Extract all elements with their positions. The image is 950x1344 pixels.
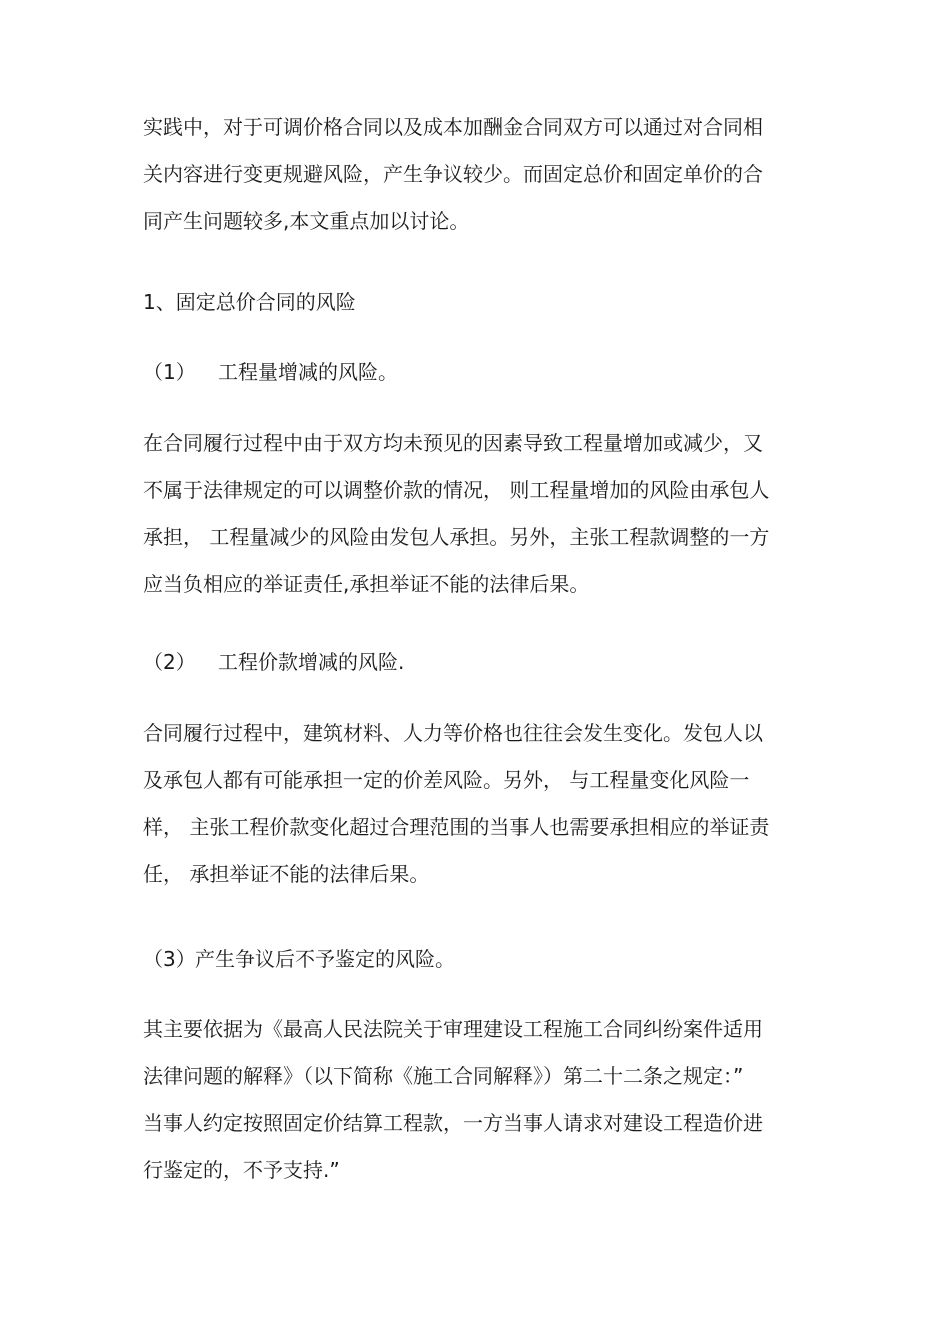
- text-line: 应当负相应的举证责任,承担举证不能的法律后果。: [143, 572, 590, 596]
- text-line: 法律问题的解释》（以下简称《施工合同解释》）第二十二条之规定：”: [143, 1064, 744, 1088]
- text-line: 样， 主张工程价款变化超过合理范围的当事人也需要承担相应的举证责: [143, 815, 770, 839]
- subheading-text: 工程量增减的风险。: [218, 360, 398, 384]
- text-line: 其主要依据为《最高人民法院关于审理建设工程施工合同纠纷案件适用: [143, 1017, 763, 1041]
- text-line: 不属于法律规定的可以调整价款的情况， 则工程量增加的风险由承包人: [143, 478, 770, 502]
- text-line: 任， 承担举证不能的法律后果。: [143, 862, 430, 886]
- subheading-number: （3）: [143, 947, 196, 971]
- text-line: 在合同履行过程中由于双方均未预见的因素导致工程量增加或减少，又: [143, 431, 763, 455]
- paragraph-appraisal-risk: [143, 1006, 823, 1194]
- paragraph-price-risk: [143, 710, 823, 898]
- text-line: 同产生问题较多,本文重点加以讨论。: [143, 209, 470, 233]
- subheading-3: [143, 936, 823, 983]
- text-line: 及承包人都有可能承担一定的价差风险。另外， 与工程量变化风险一: [143, 768, 750, 792]
- subheading-1: [143, 349, 823, 396]
- paragraph-quantity-risk: [143, 420, 823, 608]
- subheading-number: （1）: [143, 360, 196, 384]
- text-line: 合同履行过程中，建筑材料、人力等价格也往往会发生变化。发包人以: [143, 721, 763, 745]
- subheading-number: （2）: [143, 650, 196, 674]
- subheading-2: [143, 639, 823, 686]
- section-heading: [143, 279, 823, 326]
- text-line: 实践中，对于可调价格合同以及成本加酬金合同双方可以通过对合同相: [143, 115, 763, 139]
- text-line: 行鉴定的，不予支持.”: [143, 1158, 340, 1182]
- text-line: 当事人约定按照固定价结算工程款，一方当事人请求对建设工程造价进: [143, 1111, 763, 1135]
- subheading-text: 工程价款增减的风险.: [218, 650, 405, 674]
- section-heading-text: 1、固定总价合同的风险: [143, 290, 356, 314]
- subheading-line: [143, 639, 823, 686]
- subheading-line: [143, 349, 823, 396]
- subheading-line: [143, 936, 823, 983]
- paragraph-intro: [143, 104, 823, 245]
- subheading-text: 产生争议后不予鉴定的风险。: [195, 947, 455, 971]
- text-line: 关内容进行变更规避风险，产生争议较少。而固定总价和固定单价的合: [143, 162, 763, 186]
- text-line: 承担， 工程量减少的风险由发包人承担。另外，主张工程款调整的一方: [143, 525, 770, 549]
